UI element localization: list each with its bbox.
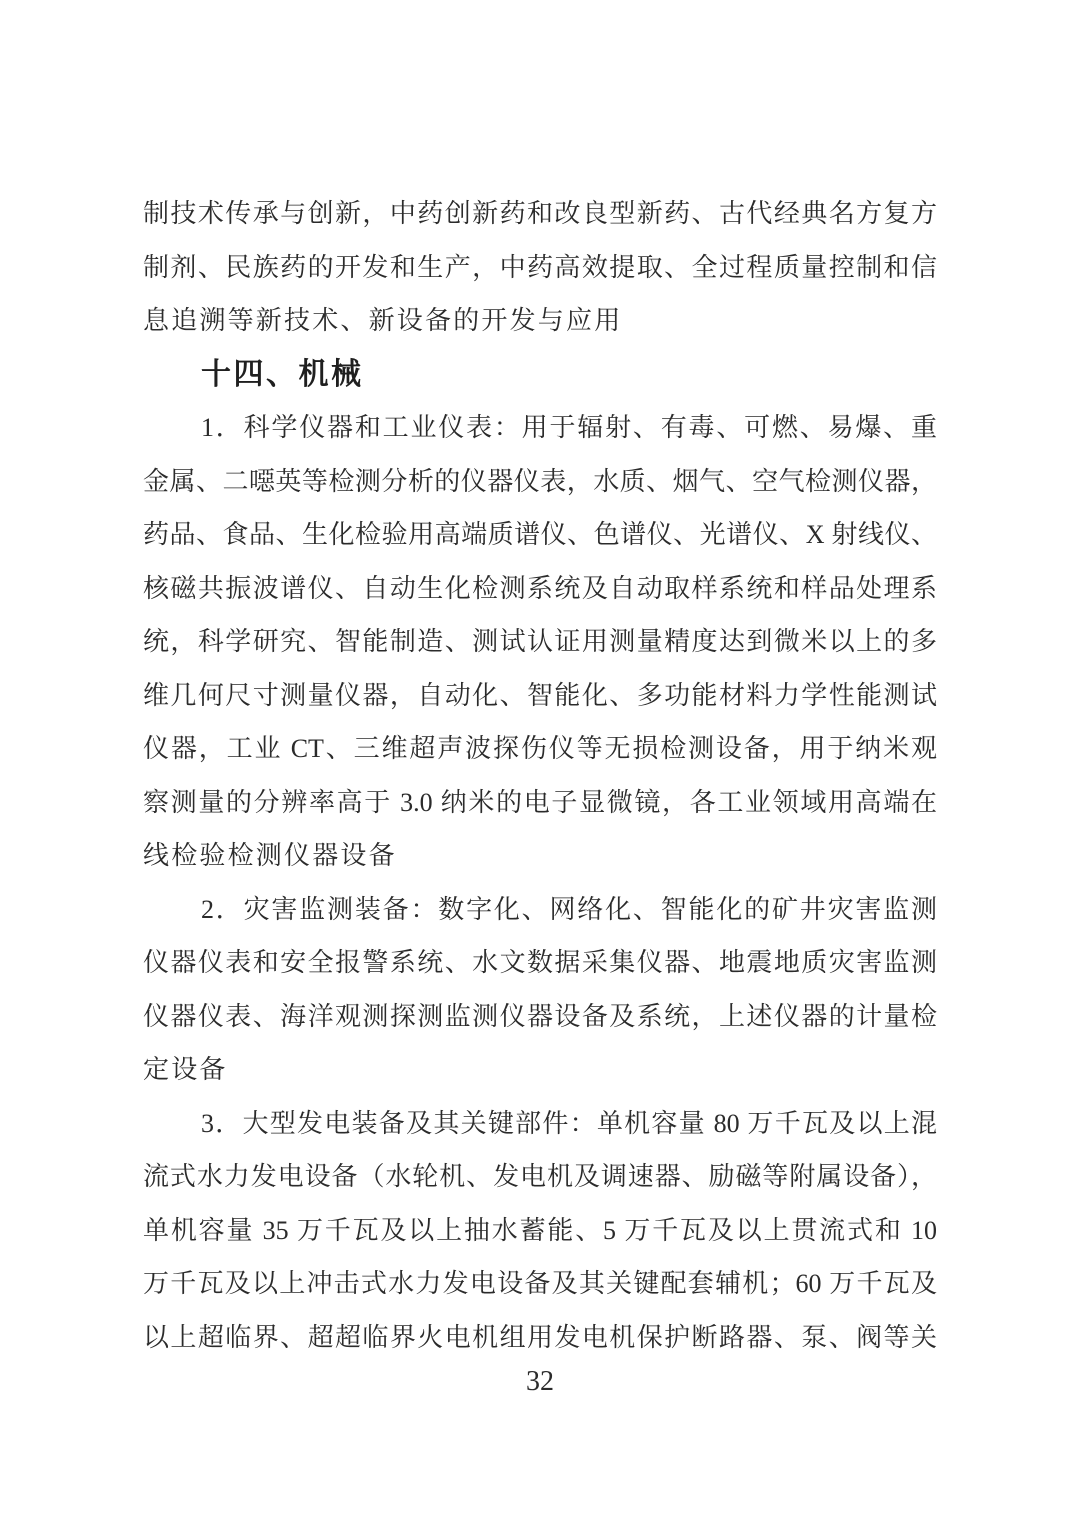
section-heading: 十四、机械 (201, 357, 364, 391)
text-line: 流式水力发电设备（水轮机、发电机及调速器、励磁等附属设备）， (143, 1162, 937, 1191)
text-line: 息追溯等新技术、新设备的开发与应用 (143, 306, 623, 335)
text-line: 维几何尺寸测量仪器，自动化、智能化、多功能材料力学性能测试 (143, 680, 937, 710)
text-line: 统，科学研究、智能制造、测试认证用测量精度达到微米以上的多 (143, 627, 937, 656)
text-line: 核磁共振波谱仪、自动生化检测系统及自动取样系统和样品处理系 (143, 573, 937, 603)
text-line: 仪器仪表和安全报警系统、水文数据采集仪器、地震地质灾害监测 (143, 948, 937, 977)
text-line: 仪器，工业 CT、三维超声波探伤仪等无损检测设备，用于纳米观 (143, 734, 937, 763)
text-line: 察测量的分辨率高于 3.0 纳米的电子显微镜，各工业领域用高端在 (143, 787, 937, 817)
text-line: 1．科学仪器和工业仪表：用于辐射、有毒、可燃、易爆、重 (201, 413, 937, 442)
document-content (143, 187, 937, 1364)
text-line: 单机容量 35 万千瓦及以上抽水蓄能、5 万千瓦及以上贯流式和 10 (143, 1215, 937, 1245)
text-line: 以上超临界、超超临界火电机组用发电机保护断路器、泵、阀等关 (143, 1322, 937, 1352)
text-line: 线检验检测仪器设备 (143, 841, 397, 870)
text-line: 仪器仪表、海洋观测探测监测仪器设备及系统，上述仪器的计量检 (143, 1001, 937, 1031)
text-line: 制技术传承与创新，中药创新药和改良型新药、古代经典名方复方 (143, 199, 937, 228)
text-line: 定设备 (143, 1055, 228, 1084)
text-line: 3．大型发电装备及其关键部件：单机容量 80 万千瓦及以上混 (201, 1108, 937, 1138)
text-line: 万千瓦及以上冲击式水力发电设备及其关键配套辅机；60 万千瓦及 (143, 1269, 937, 1298)
text-line: 药品、食品、生化检验用高端质谱仪、色谱仪、光谱仪、X 射线仪、 (143, 520, 937, 549)
text-line: 2．灾害监测装备：数字化、网络化、智能化的矿井灾害监测 (201, 894, 937, 924)
page-number: 32 (526, 1366, 554, 1397)
text-line: 金属、二噁英等检测分析的仪器仪表，水质、烟气、空气检测仪器， (143, 466, 937, 496)
text-line: 制剂、民族药的开发和生产，中药高效提取、全过程质量控制和信 (143, 252, 937, 282)
